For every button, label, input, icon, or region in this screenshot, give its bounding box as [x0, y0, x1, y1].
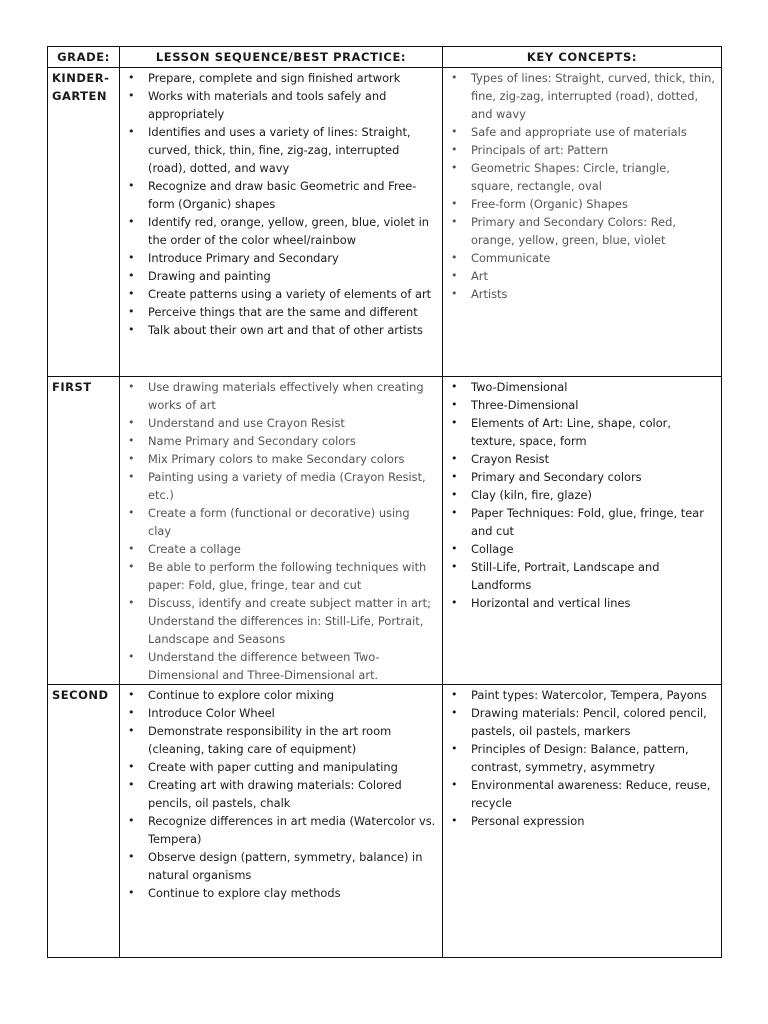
lesson-list — [120, 378, 442, 684]
bullet-icon: • — [128, 506, 135, 519]
list-item-text: Identify red, orange, yellow, green, blue, violet in the order of the color wheel/rainbow — [148, 215, 429, 247]
bullet-icon: • — [128, 650, 135, 663]
bullet-icon: • — [128, 125, 135, 138]
bullet-icon: • — [128, 416, 135, 429]
bullet-icon: • — [128, 760, 135, 773]
list-item-text: Talk about their own art and that of other artists — [148, 323, 423, 337]
list-item-text: Primary and Secondary Colors: Red, orange, yellow, green, blue, violet — [471, 215, 677, 247]
list-item-text: Elements of Art: Line, shape, color, texture, space, form — [471, 416, 671, 448]
list-item — [443, 396, 721, 414]
list-item — [120, 87, 442, 123]
grade-header: GRADE: — [48, 47, 120, 68]
list-item — [443, 686, 721, 704]
bullet-icon: • — [451, 560, 458, 573]
list-item-text: Continue to explore color mixing — [148, 688, 335, 702]
bullet-icon: • — [451, 380, 458, 393]
list-item-text: Types of lines: Straight, curved, thick, thin, fine, zig-zag, interrupted (road), dotted, and wavy — [471, 71, 715, 121]
bullet-icon: • — [128, 886, 135, 899]
list-item — [443, 213, 721, 249]
grade-cell — [48, 685, 120, 958]
bullet-icon: • — [128, 778, 135, 791]
list-item-text: Drawing and painting — [148, 269, 271, 283]
list-item — [120, 213, 442, 249]
bullet-icon: • — [451, 71, 458, 84]
list-item-text: Understand and use Crayon Resist — [148, 416, 345, 430]
list-item-text: Principals of art: Pattern — [471, 143, 609, 157]
list-item-text: Artists — [471, 287, 508, 301]
list-item — [120, 123, 442, 177]
list-item — [443, 267, 721, 285]
bullet-icon: • — [128, 814, 135, 827]
lesson-header: LESSON SEQUENCE/BEST PRACTICE: — [120, 47, 443, 68]
bullet-icon: • — [128, 596, 135, 609]
list-item-text: Collage — [471, 542, 514, 556]
lesson-list — [120, 686, 442, 902]
table-row — [48, 68, 722, 377]
bullet-icon: • — [451, 778, 458, 791]
list-item-text: Continue to explore clay methods — [148, 886, 341, 900]
list-item-text: Geometric Shapes: Circle, triangle, square, rectangle, oval — [471, 161, 670, 193]
list-item-text: Create a collage — [148, 542, 241, 556]
list-item — [443, 378, 721, 396]
bullet-icon: • — [128, 287, 135, 300]
list-item-text: Paper Techniques: Fold, glue, fringe, tear and cut — [471, 506, 704, 538]
header-row — [48, 47, 722, 68]
bullet-icon: • — [451, 470, 458, 483]
list-item — [120, 884, 442, 902]
grade-label: KINDER- GARTEN — [52, 71, 110, 103]
list-item-text: Understand the difference between Two-Dimensional and Three-Dimensional art. — [148, 650, 380, 682]
list-item — [120, 776, 442, 812]
bullet-icon: • — [451, 688, 458, 701]
grade-label: FIRST — [52, 380, 92, 394]
lesson-cell — [120, 377, 443, 685]
list-item — [443, 285, 721, 303]
list-item-text: Name Primary and Secondary colors — [148, 434, 356, 448]
list-item-text: Works with materials and tools safely and appropriately — [148, 89, 387, 121]
concepts-list — [443, 69, 721, 303]
list-item-text: Creating art with drawing materials: Colored pencils, oil pastels, chalk — [148, 778, 402, 810]
bullet-icon: • — [451, 398, 458, 411]
list-item-text: Perceive things that are the same and different — [148, 305, 418, 319]
list-item-text: Drawing materials: Pencil, colored pencil, pastels, oil pastels, markers — [471, 706, 707, 738]
bullet-icon: • — [451, 125, 458, 138]
curriculum-table — [47, 46, 722, 958]
list-item — [443, 159, 721, 195]
bullet-icon: • — [128, 452, 135, 465]
list-item — [443, 195, 721, 213]
bullet-icon: • — [128, 434, 135, 447]
list-item-text: Prepare, complete and sign finished artwork — [148, 71, 401, 85]
bullet-icon: • — [451, 706, 458, 719]
list-item — [120, 848, 442, 884]
list-item — [120, 686, 442, 704]
bullet-icon: • — [128, 560, 135, 573]
list-item-text: Create with paper cutting and manipulating — [148, 760, 398, 774]
list-item-text: Clay (kiln, fire, glaze) — [471, 488, 592, 502]
list-item — [120, 432, 442, 450]
list-item — [120, 450, 442, 468]
list-item — [120, 321, 442, 339]
list-item-text: Recognize differences in art media (Watercolor vs. Tempera) — [148, 814, 436, 846]
bullet-icon: • — [451, 506, 458, 519]
list-item — [443, 704, 721, 740]
bullet-icon: • — [128, 179, 135, 192]
list-item-text: Primary and Secondary colors — [471, 470, 642, 484]
list-item-text: Be able to perform the following techniques with paper: Fold, glue, fringe, tear and cut — [148, 560, 427, 592]
list-item-text: Three-Dimensional — [471, 398, 579, 412]
bullet-icon: • — [128, 89, 135, 102]
list-item — [443, 776, 721, 812]
list-item-text: Observe design (pattern, symmetry, balance) in natural organisms — [148, 850, 423, 882]
bullet-icon: • — [451, 251, 458, 264]
bullet-icon: • — [128, 706, 135, 719]
concepts-cell — [443, 685, 722, 958]
list-item — [120, 249, 442, 267]
list-item — [120, 267, 442, 285]
bullet-icon: • — [128, 470, 135, 483]
bullet-icon: • — [451, 197, 458, 210]
list-item-text: Discuss, identify and create subject matter in art; Understand the differences in: Still-Life, Portrait, Landscape and Seasons — [148, 596, 431, 646]
bullet-icon: • — [451, 542, 458, 555]
list-item — [120, 504, 442, 540]
list-item-text: Horizontal and vertical lines — [471, 596, 631, 610]
list-item-text: Communicate — [471, 251, 551, 265]
bullet-icon: • — [128, 688, 135, 701]
bullet-icon: • — [451, 596, 458, 609]
bullet-icon: • — [128, 380, 135, 393]
list-item — [120, 303, 442, 321]
list-item-text: Still-Life, Portrait, Landscape and Landforms — [471, 560, 660, 592]
bullet-icon: • — [128, 850, 135, 863]
concepts-cell — [443, 68, 722, 377]
list-item — [120, 285, 442, 303]
list-item — [443, 414, 721, 450]
bullet-icon: • — [451, 452, 458, 465]
list-item — [443, 594, 721, 612]
list-item — [120, 704, 442, 722]
lesson-cell — [120, 685, 443, 958]
list-item-text: Principles of Design: Balance, pattern, contrast, symmetry, asymmetry — [471, 742, 689, 774]
list-item — [443, 558, 721, 594]
list-item-text: Create a form (functional or decorative) using clay — [148, 506, 410, 538]
list-item — [120, 648, 442, 684]
list-item — [443, 812, 721, 830]
table-row — [48, 685, 722, 958]
list-item — [120, 812, 442, 848]
bullet-icon: • — [451, 143, 458, 156]
list-item-text: Art — [471, 269, 488, 283]
bullet-icon: • — [451, 488, 458, 501]
list-item — [120, 378, 442, 414]
list-item — [120, 594, 442, 648]
grade-label: SECOND — [52, 688, 109, 702]
list-item — [120, 414, 442, 432]
bullet-icon: • — [128, 269, 135, 282]
list-item — [120, 722, 442, 758]
list-item-text: Recognize and draw basic Geometric and Free-form (Organic) shapes — [148, 179, 417, 211]
bullet-icon: • — [451, 161, 458, 174]
list-item — [443, 69, 721, 123]
bullet-icon: • — [451, 814, 458, 827]
list-item — [443, 249, 721, 267]
lesson-cell — [120, 68, 443, 377]
list-item-text: Safe and appropriate use of materials — [471, 125, 687, 139]
list-item — [443, 468, 721, 486]
list-item-text: Demonstrate responsibility in the art room (cleaning, taking care of equipment) — [148, 724, 392, 756]
bullet-icon: • — [128, 215, 135, 228]
list-item-text: Crayon Resist — [471, 452, 550, 466]
list-item-text: Painting using a variety of media (Crayon Resist, etc.) — [148, 470, 426, 502]
list-item-text: Mix Primary colors to make Secondary colors — [148, 452, 405, 466]
list-item — [120, 758, 442, 776]
bullet-icon: • — [128, 251, 135, 264]
list-item-text: Two-Dimensional — [471, 380, 568, 394]
list-item-text: Introduce Primary and Secondary — [148, 251, 339, 265]
list-item — [443, 450, 721, 468]
list-item-text: Identifies and uses a variety of lines: Straight, curved, thick, thin, fine, zig-zag, interrupted (road), dotted, and wavy — [148, 125, 411, 175]
list-item — [443, 540, 721, 558]
list-item — [120, 540, 442, 558]
bullet-icon: • — [451, 416, 458, 429]
list-item-text: Introduce Color Wheel — [148, 706, 275, 720]
list-item-text: Free-form (Organic) Shapes — [471, 197, 628, 211]
concepts-list — [443, 378, 721, 612]
lesson-list — [120, 69, 442, 339]
bullet-icon: • — [451, 269, 458, 282]
list-item — [120, 558, 442, 594]
bullet-icon: • — [128, 305, 135, 318]
bullet-icon: • — [128, 323, 135, 336]
bullet-icon: • — [451, 287, 458, 300]
list-item-text: Paint types: Watercolor, Tempera, Payons — [471, 688, 707, 702]
list-item — [443, 740, 721, 776]
bullet-icon: • — [128, 542, 135, 555]
list-item — [120, 69, 442, 87]
bullet-icon: • — [128, 71, 135, 84]
list-item — [443, 123, 721, 141]
list-item — [443, 486, 721, 504]
concepts-header: KEY CONCEPTS: — [443, 47, 722, 68]
list-item-text: Use drawing materials effectively when creating works of art — [148, 380, 424, 412]
list-item-text: Personal expression — [471, 814, 585, 828]
concepts-list — [443, 686, 721, 830]
grade-cell — [48, 377, 120, 685]
list-item-text: Create patterns using a variety of elements of art — [148, 287, 432, 301]
grade-cell — [48, 68, 120, 377]
list-item-text: Environmental awareness: Reduce, reuse, recycle — [471, 778, 711, 810]
bullet-icon: • — [451, 742, 458, 755]
table-row — [48, 377, 722, 685]
list-item — [120, 468, 442, 504]
list-item — [443, 141, 721, 159]
list-item — [120, 177, 442, 213]
bullet-icon: • — [451, 215, 458, 228]
concepts-cell — [443, 377, 722, 685]
bullet-icon: • — [128, 724, 135, 737]
list-item — [443, 504, 721, 540]
